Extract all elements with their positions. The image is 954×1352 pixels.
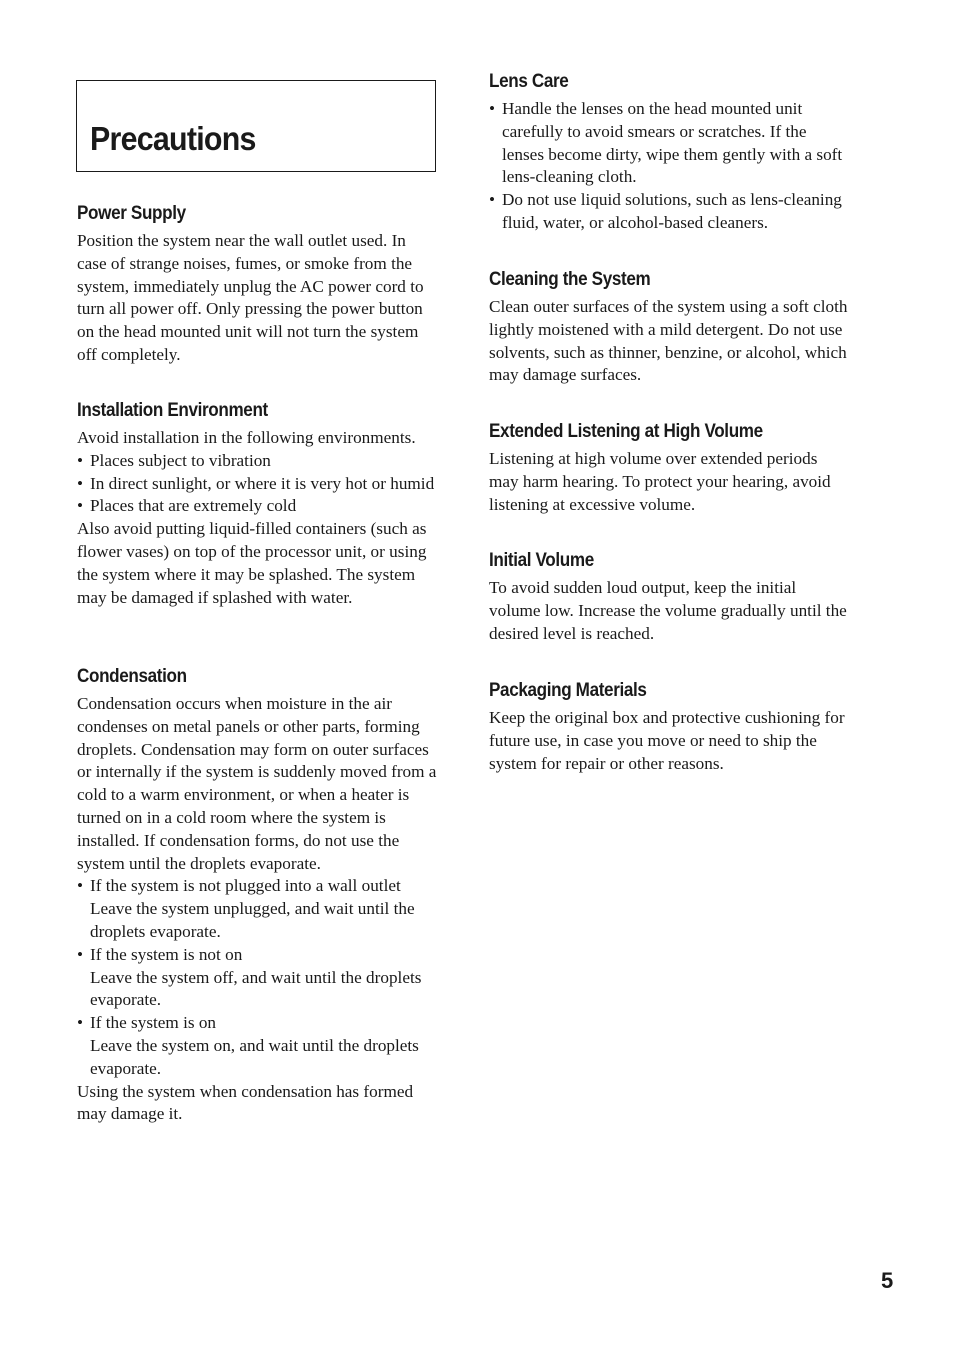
- packaging-heading: Packaging Materials: [489, 680, 647, 701]
- condensation-outro: Using the system when condensation has formed may damage it.: [77, 1081, 414, 1124]
- condensation-condition: • If the system is not plugged into a wall outlet: [90, 876, 401, 896]
- list-item: • In direct sunlight, or where it is very hot or humid: [77, 473, 439, 496]
- condensation-action: Leave the system on, and wait until the droplets evaporate.: [90, 1035, 419, 1078]
- list-item: • Places that are extremely cold: [77, 495, 439, 518]
- power-supply-section: [77, 202, 439, 367]
- condensation-intro: Condensation occurs when moisture in the air condenses on metal panels or other parts, forming droplets. Condensation may form on outer surfaces or internally if the system is suddenly moved from a cold to a warm environment, or when a heater is turned on in a cold room where the system is installed. If condensation forms, do not use the system until the droplets evaporate.: [77, 694, 437, 873]
- installation-environment-outro: Also avoid putting liquid-filled containers (such as flower vases) on top of the processor unit, or using the system where it may be splashed. The system may be damaged if splashed with water.: [77, 519, 427, 607]
- packaging-text: Keep the original box and protective cushioning for future use, in case you move or need to ship the system for repair or other reasons.: [489, 708, 845, 773]
- condensation-action: Leave the system unplugged, and wait until the droplets evaporate.: [90, 899, 415, 941]
- installation-environment-section: [77, 399, 439, 609]
- installation-environment-heading: Installation Environment: [77, 400, 268, 421]
- packaging-section: [489, 679, 851, 775]
- initial-volume-heading: Initial Volume: [489, 550, 594, 571]
- power-supply-text: Position the system near the wall outlet used. In case of strange noises, fumes, or smoke from the system, immediately unplug the AC power cord to turn all power off. Only pressing the power button on the head mounted unit will not turn the system off completely.: [77, 231, 424, 364]
- cleaning-section: [489, 268, 851, 387]
- page-title-box: [76, 80, 436, 172]
- list-item: • Places subject to vibration: [77, 450, 439, 473]
- lens-care-section: [489, 70, 851, 235]
- installation-environment-intro: Avoid installation in the following environments.: [77, 428, 416, 447]
- list-item: • Handle the lenses on the head mounted unit carefully to avoid smears or scratches. If the lenses become dirty, wipe them gently with a soft lens-cleaning cloth.: [489, 98, 851, 189]
- page-title: Precautions: [90, 120, 256, 157]
- cleaning-heading: Cleaning the System: [489, 269, 651, 290]
- list-item: [77, 944, 439, 1012]
- extended-listening-heading: Extended Listening at High Volume: [489, 421, 763, 442]
- cleaning-text: Clean outer surfaces of the system using a soft cloth lightly moistened with a mild detergent. Do not use solvents, such as thinner, benzine, or alcohol, which may damage surfaces.: [489, 297, 848, 385]
- page-number: 5: [881, 1268, 894, 1293]
- condensation-condition: • If the system is on: [90, 1013, 217, 1033]
- condensation-action: Leave the system off, and wait until the droplets evaporate.: [90, 967, 422, 1010]
- condensation-section: [77, 665, 439, 1126]
- condensation-condition: • If the system is not on: [90, 944, 243, 964]
- condensation-list: [77, 875, 439, 1080]
- list-item: • Do not use liquid solutions, such as lens-cleaning fluid, water, or alcohol-based cleaners.: [489, 189, 851, 235]
- initial-volume-section: [489, 549, 851, 645]
- list-item: [77, 875, 439, 943]
- power-supply-heading: Power Supply: [77, 203, 186, 224]
- extended-listening-section: [489, 420, 851, 516]
- installation-environment-list: [77, 450, 439, 518]
- extended-listening-text: Listening at high volume over extended periods may harm hearing. To protect your hearing, avoid listening at excessive volume.: [489, 449, 831, 514]
- initial-volume-text: To avoid sudden loud output, keep the initial volume low. Increase the volume gradually until the desired level is reached.: [489, 578, 847, 643]
- condensation-heading: Condensation: [77, 666, 187, 687]
- lens-care-heading: Lens Care: [489, 71, 569, 92]
- lens-care-list: [489, 98, 851, 235]
- list-item: [77, 1012, 439, 1080]
